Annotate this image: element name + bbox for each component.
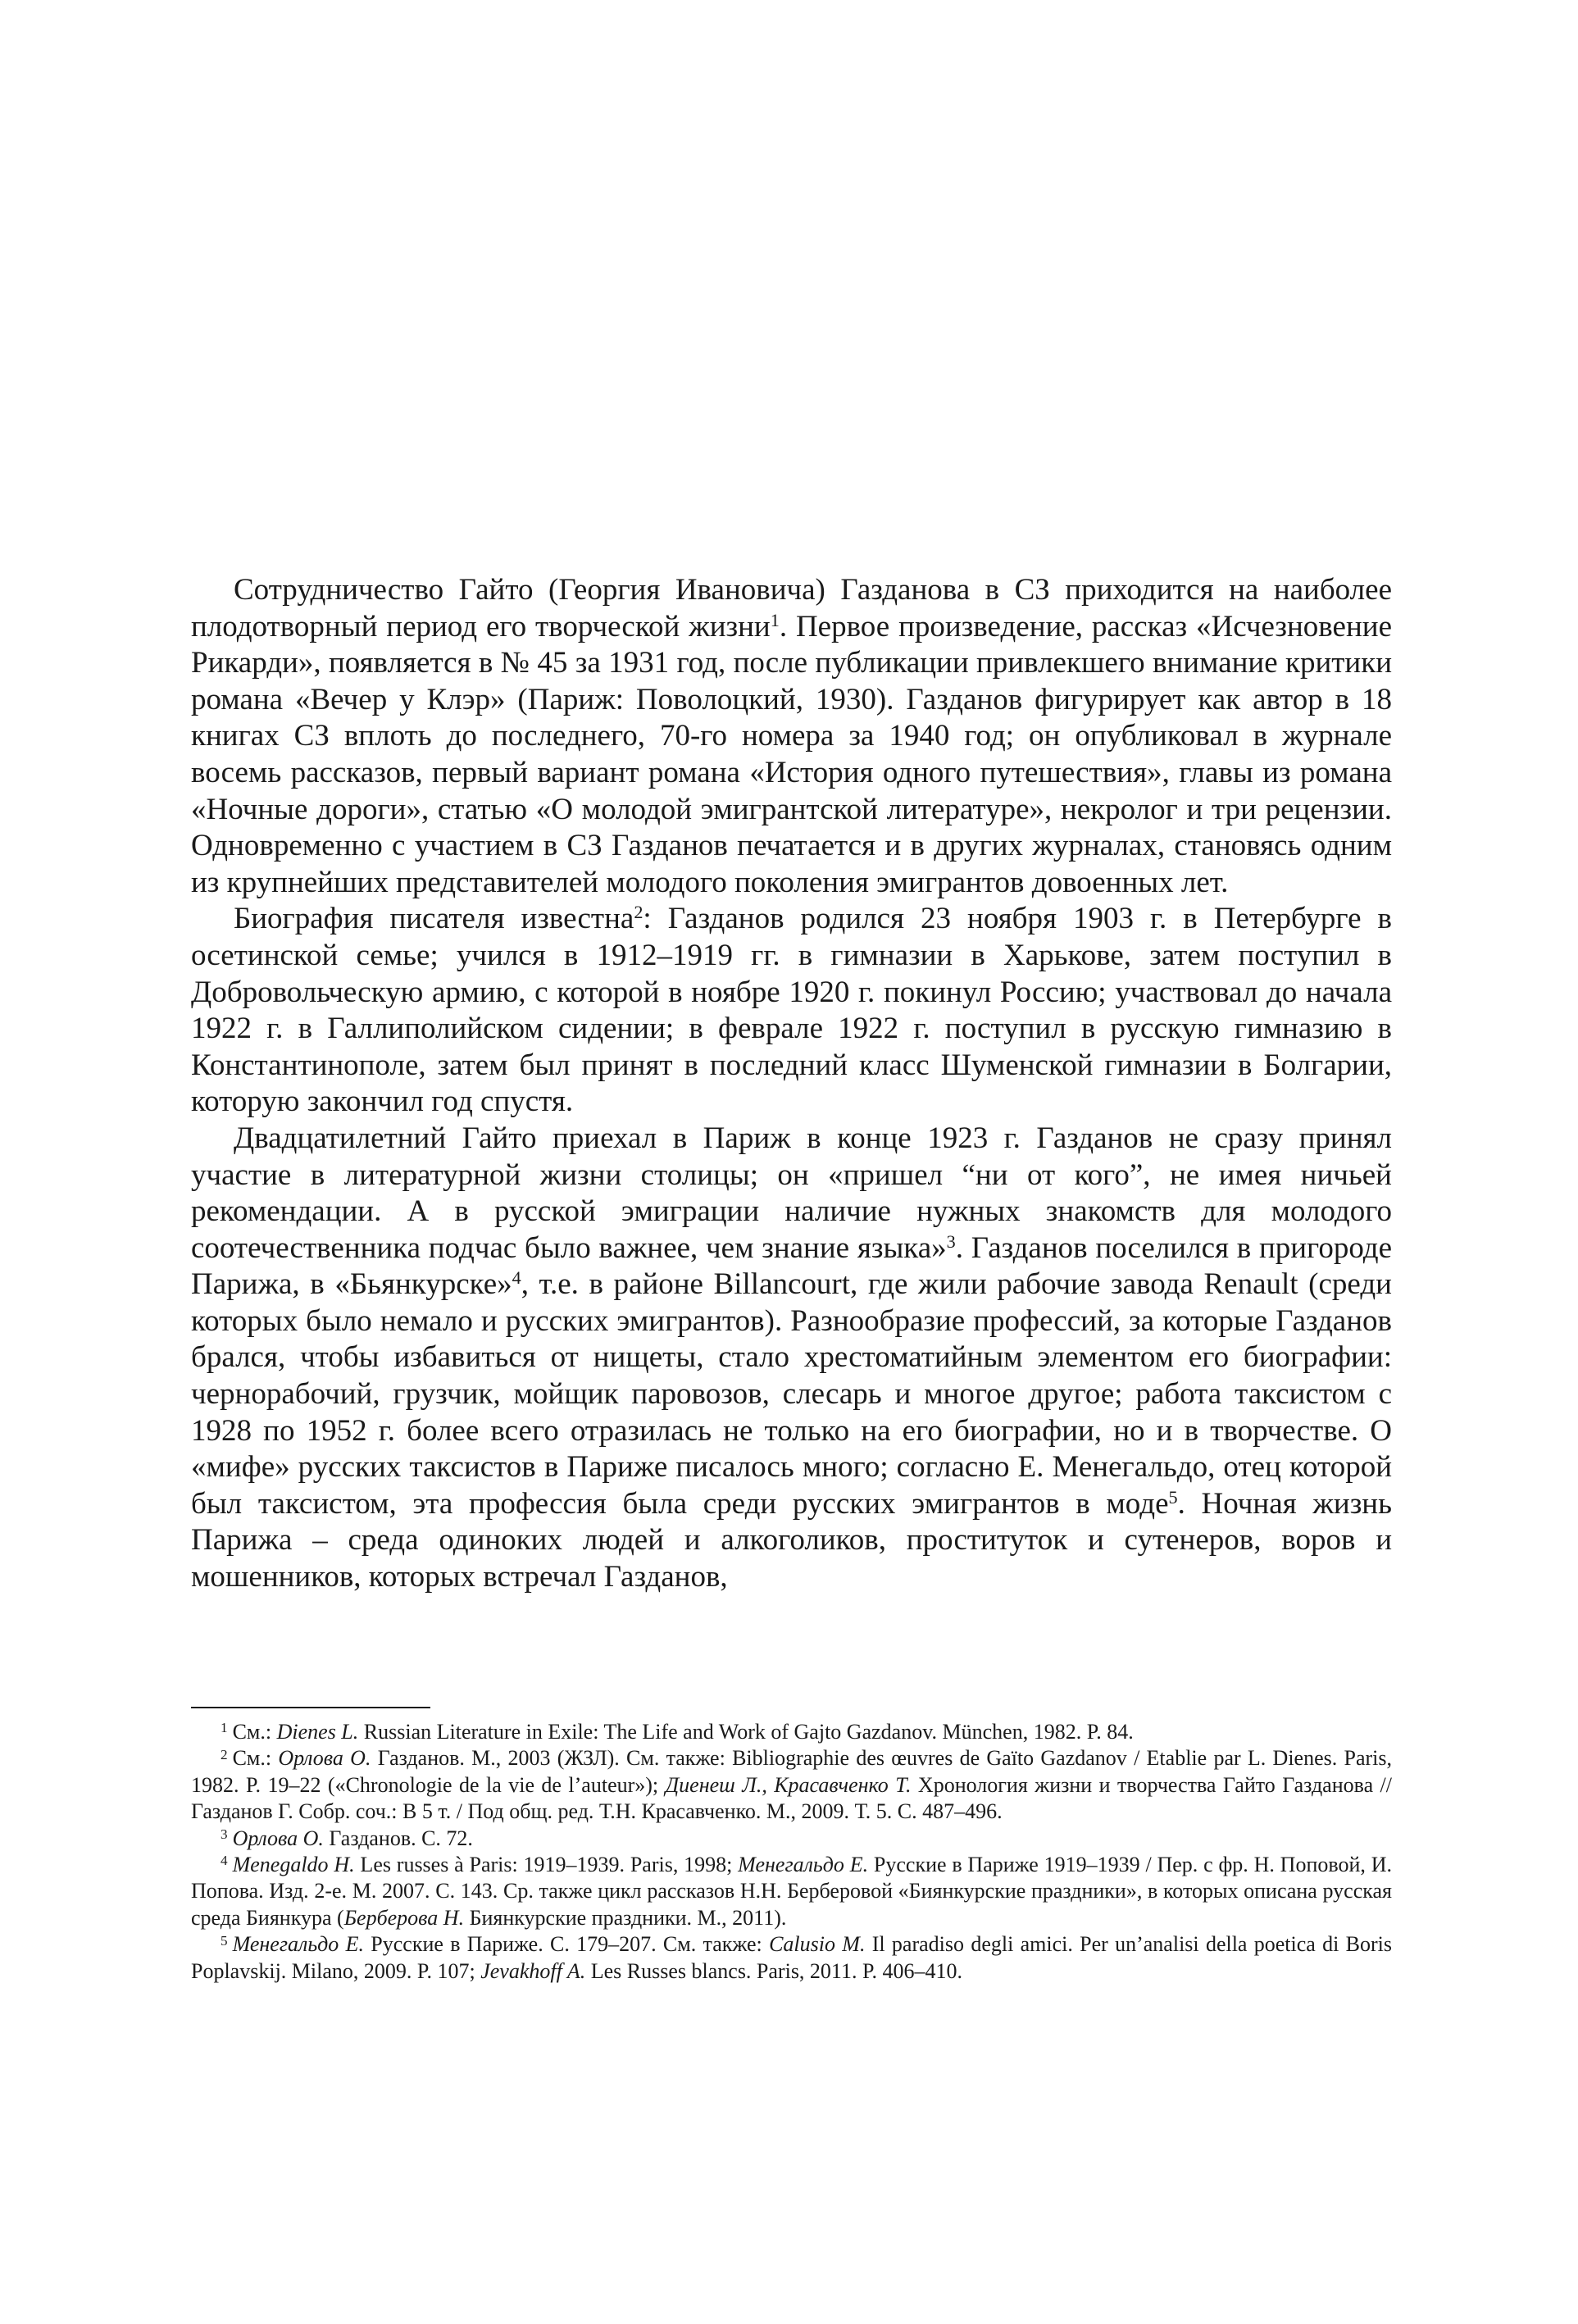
paragraph-3 [191, 1121, 1392, 1596]
footnote-ref-1[interactable]: 1 [770, 609, 780, 630]
paragraph-2 [191, 901, 1392, 1121]
author-name: Menegaldo H. [232, 1853, 355, 1877]
text-run: Биянкурские праздники. М., 2011). [464, 1905, 787, 1930]
text-run: Les Russes blancs. Paris, 2011. P. 406–410. [585, 1958, 963, 1983]
text-run: . Первое произведение, рассказ «Исчезновение Рикарди», появляется в № 45 за 1931 год, после публикации привлекшего внимание критики романа «Вечер у Клэр» (Париж: Поволоцкий, 1930). Газданов фигурирует как автор в 18 книгах СЗ вплоть до последнего, 70-го номера за 1940 год; он опубликовал в журнале восемь рассказов, первый вариант романа «История одного путешествия», главы из романа «Ночные дороги», статью «О молодой эмигрантской литературе», некролог и три рецензии. Одновременно с участием в СЗ Газданов печатается и в других журналах, становясь одним из крупнейших представителей молодого поколения эмигрантов довоенных лет. [191, 609, 1392, 899]
author-name: Диенеш Л., Красавченко Т. [665, 1772, 912, 1797]
author-name: Jevakhoff A. [480, 1958, 586, 1983]
text-run: Russian Literature in Exile: The Life and Work of Gajto Gazdanov. München, 1982. P. 84. [358, 1720, 1134, 1744]
author-name: Орлова О. [232, 1826, 324, 1850]
author-name: Calusio M. [769, 1932, 866, 1957]
footnote-number: 1 [221, 1720, 228, 1736]
text-run: . Ночная жизнь Парижа – среда одиноких людей и алкоголиков, проституток и сутенеров, воров и мошенников, которых встречал Газданов, [191, 1486, 1392, 1594]
text-run: Биография писателя известна [234, 902, 634, 936]
text-run: Газданов. С. 72. [323, 1826, 473, 1850]
footnote-2 [191, 1745, 1392, 1825]
footnotes [191, 1719, 1392, 1985]
footnote-4 [191, 1852, 1392, 1931]
text-run: См.: [232, 1720, 277, 1744]
main-text [191, 572, 1392, 1596]
text-run: . Газданов поселился в пригороде Парижа, в «Бьянкурске» [191, 1230, 1392, 1302]
footnote-number: 4 [221, 1853, 228, 1869]
text-run: : Газданов родился 23 ноября 1903 г. в Петербурге в осетинской семье; учился в 1912–1919 гг. в гимназии в Харькове, затем поступил в Добровольческую армию, с которой в ноябре 1920 г. покинул Россию; участвовал до начала 1922 г. в Галлиполийском сидении; в феврале 1922 г. поступил в русскую гимназию в Константинополе, затем был принят в последний класс Шуменской гимназии в Болгарии, которую закончил год спустя. [191, 902, 1392, 1119]
author-name: Менегальдо Е. [738, 1853, 869, 1877]
author-name: Менегальдо Е. [232, 1932, 364, 1957]
text-run: Русские в Париже. С. 179–207. См. также: [364, 1932, 770, 1957]
text-run: Русские в Париже 1919–1939 / Пер. с фр. Н. Поповой, И. Попова. Изд. 2-е. М. 2007. С. 143. Ср. также цикл рассказов Н.Н. Берберовой «Биянкурские праздники», в которых описана русская среда Биянкура ( [191, 1853, 1392, 1930]
footnote-ref-5[interactable]: 5 [1168, 1486, 1178, 1508]
footnote-number: 5 [221, 1932, 228, 1949]
text-run: Хронология жизни и творчества Гайто Газданова // Газданов Г. Собр. соч.: В 5 т. / Под общ. ред. Т.Н. Красавченко. М., 2009. Т. 5. С. 487–496. [191, 1772, 1393, 1824]
text-run: Сотрудничество Гайто (Георгия Ивановича) Газданова в СЗ приходится на наиболее плодотворный период его творческой жизни [191, 573, 1392, 644]
footnote-3 [191, 1826, 1392, 1852]
text-run: Les russes à Paris: 1919–1939. Paris, 1998; [354, 1853, 739, 1877]
footnote-ref-4[interactable]: 4 [512, 1267, 521, 1289]
footnote-1 [191, 1719, 1392, 1745]
text-run: См.: [232, 1746, 279, 1771]
text-run: Il paradiso degli amici. Per un’analisi della poetica di Boris Poplavskij. Milano, 2009. P. 107; [191, 1932, 1392, 1983]
footnote-divider [191, 1707, 430, 1708]
text-run: Двадцатилетний Гайто приехал в Париж в конце 1923 г. Газданов не сразу принял участие в литературной жизни столицы; он «пришел “ни от кого”, не имея ничьей рекомендации. А в русской эмиграции наличие нужных знакомств для молодого соотечественника подчас было важнее, чем знание языка» [191, 1121, 1392, 1265]
author-name: Dienes L. [276, 1720, 359, 1744]
author-name: Орлова О. [278, 1746, 371, 1771]
footnote-5 [191, 1931, 1392, 1985]
paragraph-1 [191, 572, 1392, 901]
text-run: Газданов. М., 2003 (ЖЗЛ). См. также: Bibliographie des œuvres de Gaïto Gazdanov / Etablie par L. Dienes. Paris, 1982. P. 19–22 («Chronologie de la vie de l’auteur»); [191, 1746, 1392, 1797]
author-name: Берберова Н. [343, 1905, 465, 1930]
footnote-ref-2[interactable]: 2 [634, 902, 643, 923]
footnote-ref-3[interactable]: 3 [946, 1230, 956, 1252]
footnote-number: 3 [221, 1826, 228, 1842]
footnote-number: 2 [221, 1746, 228, 1762]
book-page [191, 0, 1392, 2324]
text-run: , т.е. в районе Billancourt, где жили рабочие завода Renault (среди которых было немало и русских эмигрантов). Разнообразие профессий, за которые Газданов брался, чтобы избавиться от нищеты, стало хрестоматийным элементом его биографии: чернорабочий, грузчик, мойщик паровозов, слесарь и многое другое; работа таксистом с 1928 по 1952 г. более всего отразилась не только на его биографии, но и в творчестве. О «мифе» русских таксистов в Париже писалось много; согласно Е. Менегальдо, отец которой был таксистом, эта профессия была среди русских эмигрантов в моде [191, 1267, 1392, 1521]
